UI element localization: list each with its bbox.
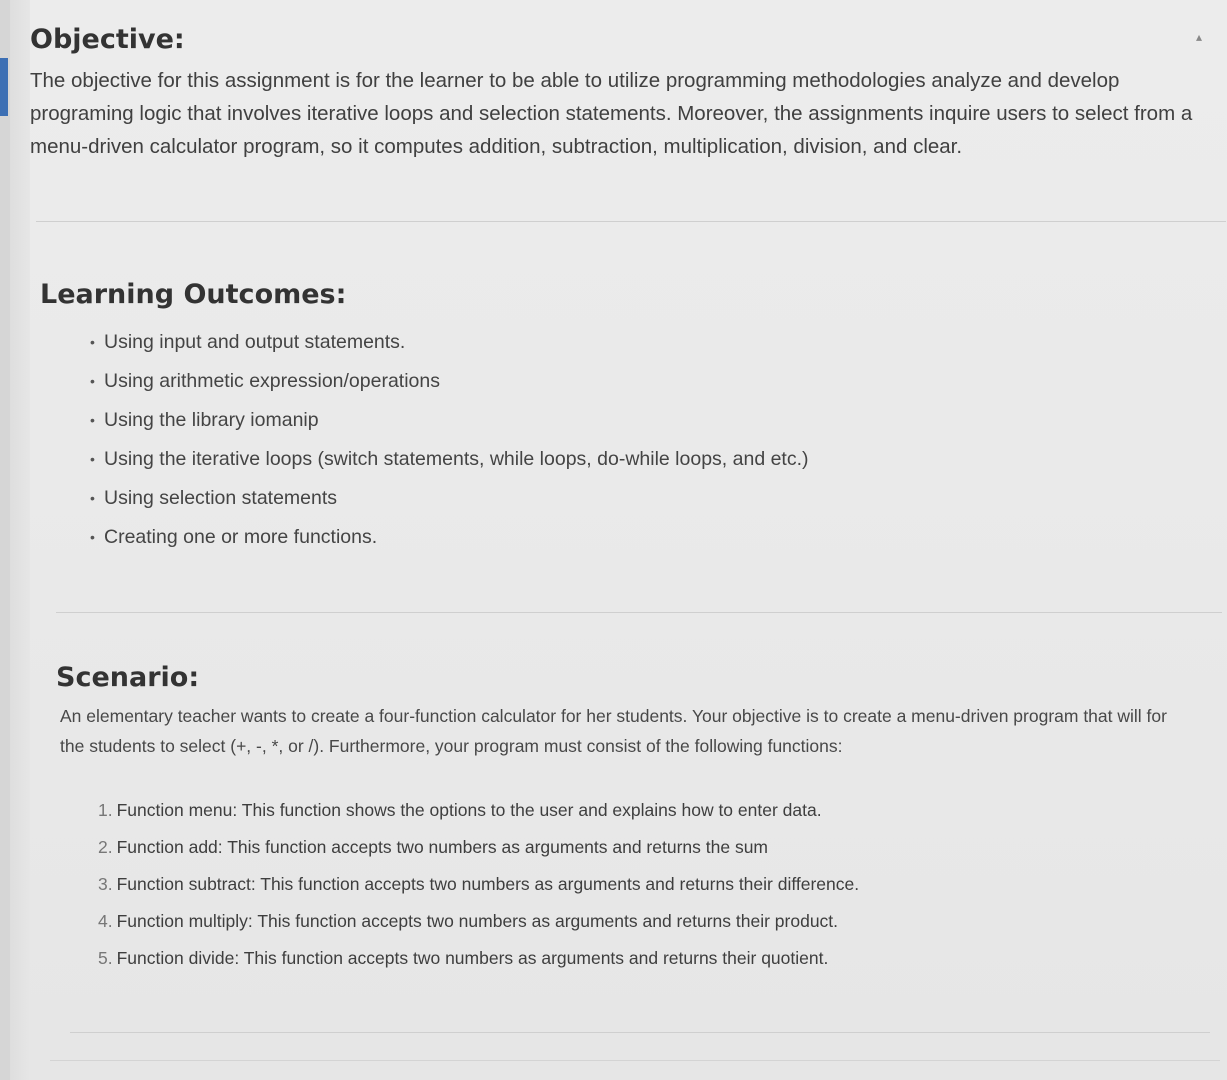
function-text: Function multiply: This function accepts two numbers as arguments and returns their product.: [116, 911, 839, 931]
section-divider: [50, 1060, 1220, 1061]
functions-list: [98, 794, 859, 979]
list-item: [90, 361, 809, 400]
outcome-text: Using selection statements: [104, 486, 338, 509]
list-item: [98, 831, 859, 868]
section-divider: [70, 1032, 1210, 1033]
bullet-icon: •: [90, 333, 95, 350]
outcome-text: Using input and output statements.: [104, 330, 406, 353]
function-text: Function subtract: This function accepts two numbers as arguments and returns their difference.: [116, 874, 860, 894]
chevron-icon[interactable]: ▴: [1196, 30, 1203, 44]
outcome-text: Creating one or more functions.: [104, 525, 378, 548]
scenario-heading: Scenario:: [56, 662, 200, 693]
bullet-icon: •: [90, 489, 95, 506]
item-number: 3.: [98, 874, 113, 894]
item-number: 5.: [98, 948, 113, 968]
item-number: 4.: [98, 911, 113, 931]
bullet-icon: •: [90, 411, 95, 428]
objective-text: The objective for this assignment is for the learner to be able to utilize programming methodologies analyze and develop programing logic that involves iterative loops and selection statements. Moreover, the assignments inquire users to select from a menu-driven calculator program, so it computes addition, subtraction, multiplication, division, and clear.: [30, 69, 1193, 158]
scenario-text: An elementary teacher wants to create a four-function calculator for her students. Your objective is to create a menu-driven program that will for the students to select (+, -, *, or /). Furthermore, your program must consist of the following functions:: [60, 706, 1167, 756]
function-text: Function divide: This function accepts two numbers as arguments and returns their quotient.: [116, 948, 829, 968]
list-item: [98, 868, 859, 905]
item-number: 1.: [98, 800, 113, 820]
outcome-text: Using the iterative loops (switch statements, while loops, do-while loops, and etc.): [104, 447, 809, 470]
list-item: [90, 478, 809, 517]
list-item: [98, 794, 859, 831]
section-divider: [36, 221, 1226, 222]
left-edge: [0, 0, 10, 1080]
outcome-text: Using arithmetic expression/operations: [104, 369, 440, 392]
list-item: [90, 322, 809, 361]
bullet-icon: •: [90, 450, 95, 467]
learning-outcomes-list: [90, 322, 809, 556]
active-section-indicator: [0, 58, 8, 116]
list-item: [90, 400, 809, 439]
outcome-text: Using the library iomanip: [104, 408, 319, 431]
list-item: [98, 942, 859, 979]
section-divider: [56, 612, 1222, 613]
objective-heading: Objective:: [30, 24, 185, 55]
bullet-icon: •: [90, 528, 95, 545]
list-item: [90, 439, 809, 478]
function-text: Function add: This function accepts two numbers as arguments and returns the sum: [116, 837, 769, 857]
item-number: 2.: [98, 837, 113, 857]
list-item: [98, 905, 859, 942]
learning-outcomes-heading: Learning Outcomes:: [40, 279, 347, 310]
function-text: Function menu: This function shows the options to the user and explains how to enter data.: [116, 800, 822, 820]
bullet-icon: •: [90, 372, 95, 389]
assignment-content: [30, 0, 1220, 1080]
list-item: [90, 517, 809, 556]
